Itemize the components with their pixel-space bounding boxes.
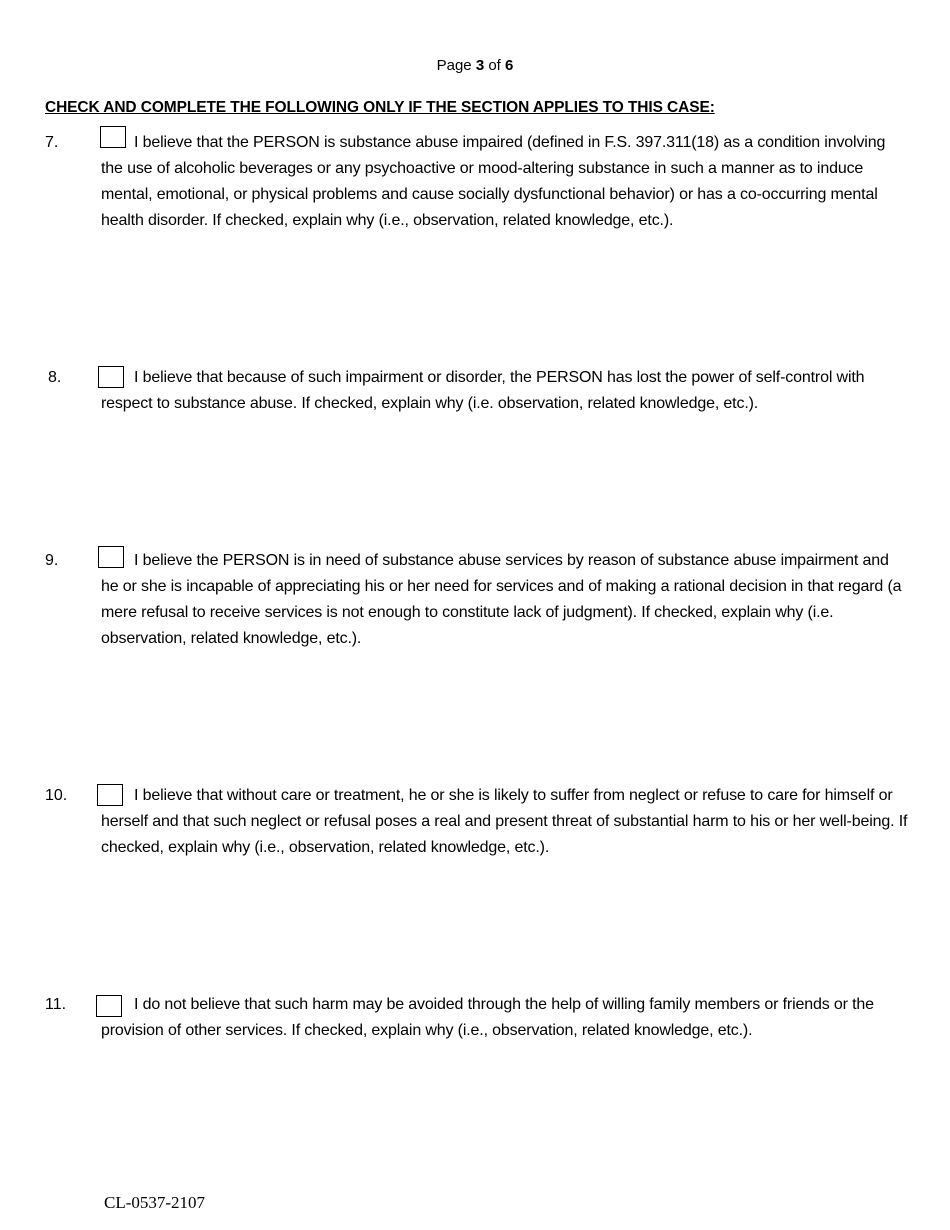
- item-text: I believe that because of such impairment or disorder, the PERSON has lost the power of self-control with respect to substance abuse. If checked, explain why (i.e. observation, related knowledge, etc.).: [101, 369, 865, 412]
- item-text: I do not believe that such harm may be avoided through the help of willing family members or friends or the provision of other services. If checked, explain why (i.e., observation, related knowledge, etc.).: [101, 996, 874, 1039]
- page-number: [0, 57, 950, 74]
- item-number: 10.: [45, 787, 68, 804]
- item-number: 7.: [45, 134, 59, 151]
- item-number: 8.: [48, 369, 62, 386]
- page-label: Page: [436, 57, 472, 74]
- item-text: I believe that the PERSON is substance abuse impaired (defined in F.S. 397.311(18) as a condition involving the use of alcoholic beverages or any psychoactive or mood-altering substance in such a manner as to induce mental, emotional, or physical problems and cause socially dysfunctional behavior) or has a co-occurring mental health disorder. If checked, explain why (i.e., observation, related knowledge, etc.).: [101, 134, 886, 229]
- page-current: 3: [475, 57, 485, 74]
- section-heading: CHECK AND COMPLETE THE FOLLOWING ONLY IF THE SECTION APPLIES TO THIS CASE:: [45, 99, 715, 116]
- item-text: I believe that without care or treatment, he or she is likely to suffer from neglect or refuse to care for himself or herself and that such neglect or refusal poses a real and present threat of substantial harm to his or her well-being. If checked, explain why (i.e., observation, related knowledge, etc.).: [101, 787, 908, 856]
- page-of: of: [488, 57, 501, 74]
- page-total: 6: [505, 57, 514, 74]
- item-number: 9.: [45, 552, 59, 569]
- form-code: CL-0537-2107: [104, 1193, 206, 1212]
- item-number: 11.: [45, 996, 67, 1013]
- item-text: I believe the PERSON is in need of substance abuse services by reason of substance abuse impairment and he or she is incapable of appreciating his or her need for services and of making a rational decision in that regard (a mere refusal to receive services is not enough to constitute lack of judgment). If checked, explain why (i.e. observation, related knowledge, etc.).: [101, 552, 902, 647]
